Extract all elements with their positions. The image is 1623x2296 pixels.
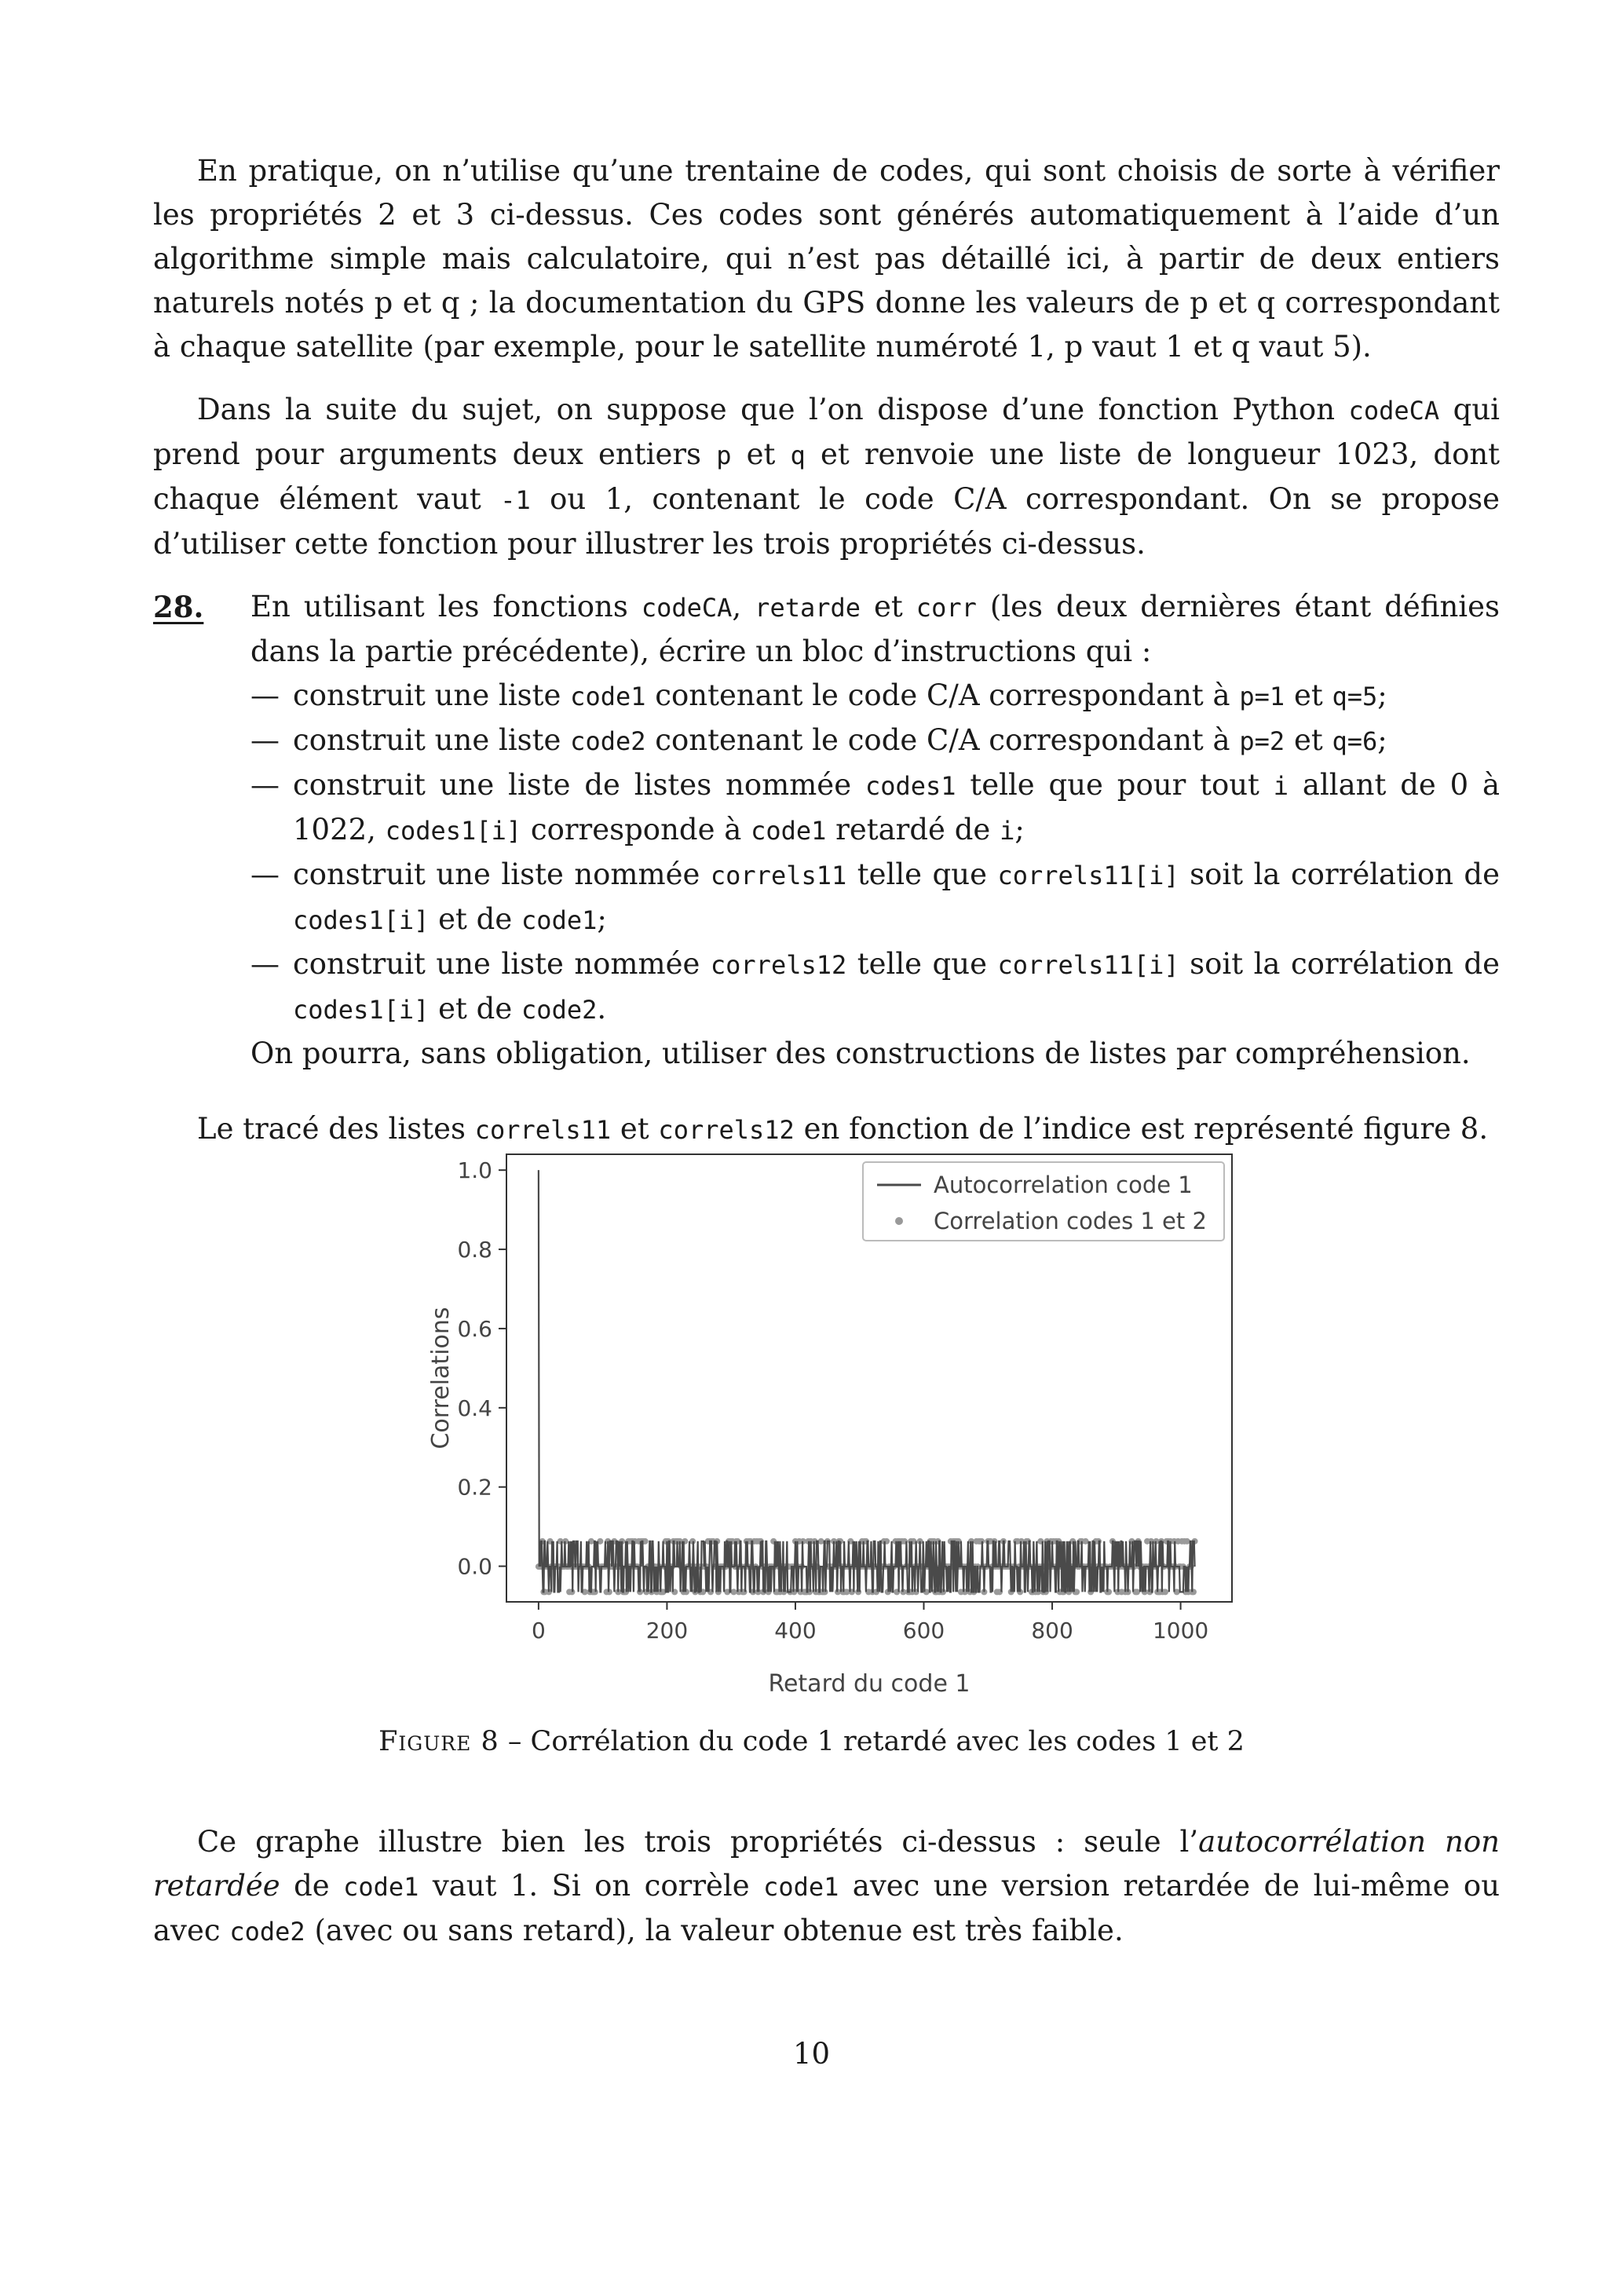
- question-closing: On pourra, sans obligation, utiliser des constructions de listes par compréhension.: [250, 1036, 1471, 1070]
- bullet-correls11: — construit une liste nommée correls11 telle que correls11[i] soit la corrélation de codes1[i] et de code1;: [250, 857, 1500, 936]
- paragraph-figure-ref: Le tracé des listes correls11 et correls12 en fonction de l’indice est représenté figure 8.: [197, 1112, 1489, 1146]
- data-point: [873, 1589, 879, 1595]
- paragraph-codeCA: Dans la suite du sujet, on suppose que l’on dispose d’une fonction Python codeCA qui prend pour arguments deux entiers p et q et renvoie une liste de longueur 1023, dont chaque élément vaut -1 ou 1, contenant le code C/A correspondant. On se propose d’utiliser cette fonction pour illustrer les trois propriétés ci-dessus.: [153, 393, 1501, 561]
- bullet-correls12: — construit une liste nommée correls12 telle que correls11[i] soit la corrélation de codes1[i] et de code2.: [250, 947, 1500, 1026]
- x-tick-label: 200: [645, 1618, 689, 1643]
- data-point: [818, 1538, 824, 1545]
- y-tick-label: 0.0: [457, 1553, 492, 1580]
- legend-label-correlation: Correlation codes 1 et 2: [934, 1208, 1207, 1234]
- question-intro: En utilisant les fonctions codeCA, retarde et corr (les deux dernières étant définies dans la partie précédente), écrire un bloc d’instructions qui :: [250, 590, 1500, 668]
- conclusion-section: [153, 1820, 1500, 1972]
- data-point: [1083, 1538, 1089, 1545]
- legend: [863, 1162, 1224, 1241]
- paragraph-conclusion: Ce graphe illustre bien les trois propriétés ci-dessus : seule l’autocorrélation non retardée de code1 vaut 1. Si on corrèle code1 avec une version retardée de lui-même ou avec code2 (avec ou sans retard), la valeur obtenue est très faible.: [153, 1825, 1501, 1947]
- y-tick-label: 1.0: [457, 1157, 492, 1184]
- correlation-chart: [412, 1139, 1245, 1704]
- page-number: 10: [792, 2037, 831, 2071]
- bullet-code1: — construit une liste code1 contenant le code C/A correspondant à p=1 et q=5;: [250, 678, 1387, 712]
- question-28: [153, 585, 1500, 1076]
- x-tick-label: 400: [774, 1618, 817, 1643]
- x-tick-label: 800: [1031, 1618, 1073, 1643]
- page-content: [153, 149, 1500, 1171]
- data-point: [1184, 1538, 1190, 1545]
- code-codeCA: codeCA: [1348, 396, 1440, 426]
- figure-caption: Figure 8 – Corrélation du code 1 retardé avec les codes 1 et 2: [378, 1726, 1245, 1757]
- x-tick-label: 1000: [1152, 1618, 1209, 1643]
- x-axis: [532, 1602, 1208, 1643]
- bullet-code2: — construit une liste code2 contenant le code C/A correspondant à p=2 et q=6;: [250, 723, 1387, 757]
- x-axis-label: Retard du code 1: [768, 1670, 971, 1698]
- x-tick-label: 0: [531, 1618, 546, 1643]
- data-point: [1162, 1589, 1168, 1595]
- paragraph-codes: En pratique, on n’utilise qu’une trentaine de codes, qui sont choisis de sorte à vérifier les propriétés 2 et 3 ci-dessus. Ces codes sont générés automatiquement à l’aide d’un algorithme simple mais calculatoire, qui n’est pas détaillé ici, à partir de deux entiers naturels notés p et q ; la documentation du GPS donne les valeurs de p et q correspondant à chaque satellite (par exemple, pour le satellite numéroté 1, p vaut 1 et q vaut 5).: [153, 154, 1500, 364]
- y-axis: [457, 1157, 506, 1579]
- legend-dot-marker: [895, 1217, 903, 1225]
- y-tick-label: 0.8: [457, 1237, 492, 1263]
- question-number: 28.: [153, 590, 204, 624]
- y-tick-label: 0.2: [457, 1474, 492, 1501]
- y-tick-label: 0.6: [457, 1315, 492, 1342]
- y-tick-label: 0.4: [457, 1395, 492, 1421]
- y-axis-label: Correlations: [427, 1307, 455, 1450]
- bullet-codes1: — construit une liste de listes nommée codes1 telle que pour tout i allant de 0 à 1022, codes1[i] corresponde à code1 retardé de i;: [250, 768, 1501, 846]
- x-tick-label: 600: [902, 1618, 945, 1643]
- legend-label-autocorrelation: Autocorrelation code 1: [934, 1172, 1193, 1198]
- data-point: [1134, 1589, 1140, 1595]
